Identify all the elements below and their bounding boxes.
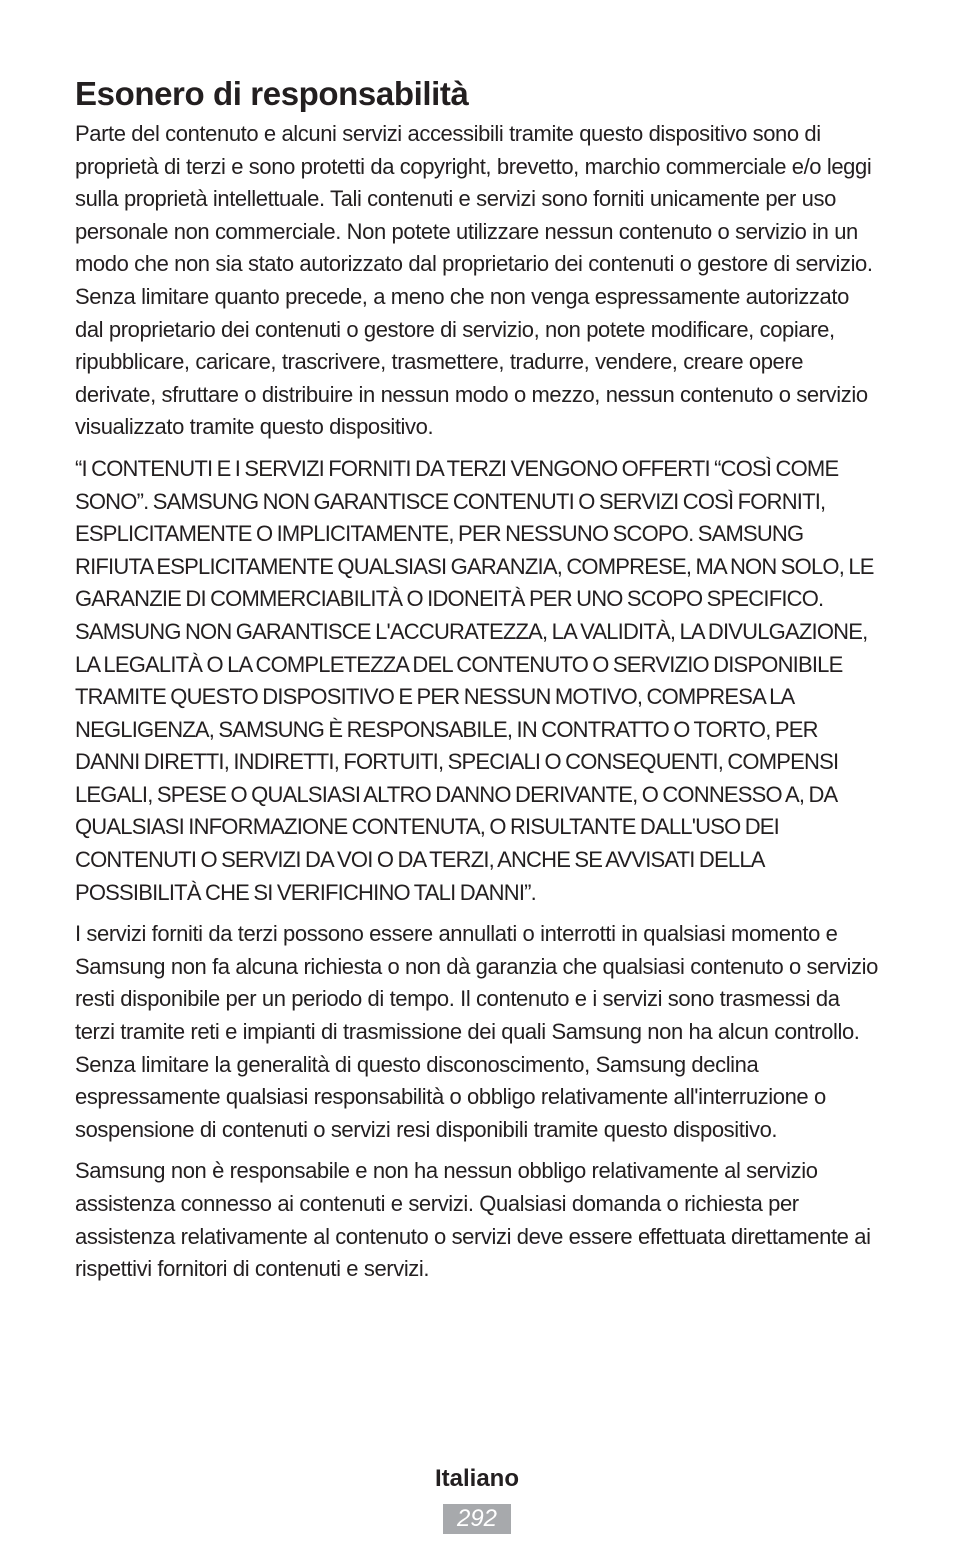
paragraph-support: Samsung non è responsabile e non ha nessun obbligo relativamente al servizio assistenza connesso ai contenuti e servizi. Qualsiasi domanda o richiesta per assistenza relativamente al contenuto o servizi deve essere effettuata direttamente ai rispettivi fornitori di contenuti e servizi. xyxy=(75,1158,871,1282)
paragraph-intro: Parte del contenuto e alcuni servizi accessibili tramite questo dispositivo sono di proprietà di terzi e sono protetti da copyright, brevetto, marchio commerciale e/o leggi sulla proprietà intellettuale. Tali contenuti e servizi sono forniti unicamente per uso personale non commerciale. Non potete utilizzare nessun contenuto o servizio in un modo che non sia stato autorizzato dal proprietario dei contenuti o gestore di servizio. Senza limitare quanto precede, a meno che non venga espressamente autorizzato dal proprietario dei contenuti o gestore di servizio, non potete modificare, copiare, ripubblicare, caricare, trascrivere, trasmettere, tradurre, vendere, creare opere derivate, sfruttare o distribuire in nessun modo o mezzo, nessun contenuto o servizio visualizzato tramite questo dispositivo. xyxy=(75,121,873,440)
footer-language: Italiano xyxy=(434,1465,519,1492)
document-body xyxy=(75,72,881,1295)
paragraph-third-party-services: I servizi forniti da terzi possono essere annullati o interrotti in qualsiasi momento e Samsung non fa alcuna richiesta o non dà garanzia che qualsiasi contenuto o servizio resti disponibile per un periodo di tempo. Il contenuto e i servizi sono trasmessi da terzi tramite reti e impianti di trasmissione dei quali Samsung non ha alcun controllo. Senza limitare la generalità di questo disconoscimento, Samsung declina espressamente qualsiasi responsabilità o obbligo relativamente all'interruzione o sospensione di contenuti o servizi resi disponibili tramite questo dispositivo. xyxy=(75,921,878,1142)
page-number-badge: 292 xyxy=(443,1504,511,1534)
footer-page-number-wrap xyxy=(0,1504,954,1534)
paragraph-disclaimer-caps: “I CONTENUTI E I SERVIZI FORNITI DA TERZI VENGONO OFFERTI “COSÌ COME SONO”. SAMSUNG NON GARANTISCE CONTENUTI O SERVIZI COSÌ FORNITI, ESPLICITAMENTE O IMPLICITAMENTE, PER NESSUNO SCOPO. SAMSUNG RIFIUTA ESPLICITAMENTE QUALSIASI GARANZIA, COMPRESE, MA NON SOLO, LE GARANZIE DI COMMERCIABILITÀ O IDONEITÀ PER UNO SCOPO SPECIFICO. SAMSUNG NON GARANTISCE L'ACCURATEZZA, LA VALIDITÀ, LA DIVULGAZIONE, LA LEGALITÀ O LA COMPLETEZZA DEL CONTENUTO O SERVIZIO DISPONIBILE TRAMITE QUESTO DISPOSITIVO E PER NESSUN MOTIVO, COMPRESA LA NEGLIGENZA, SAMSUNG È RESPONSABILE, IN CONTRATTO O TORTO, PER DANNI DIRETTI, INDIRETTI, FORTUITI, SPECIALI O CONSEQUENTI, COMPENSI LEGALI, SPESE O QUALSIASI ALTRO DANNO DERIVANTE, O CONNESSO A, DA QUALSIASI INFORMAZIONE CONTENUTA, O RISULTANTE DALL'USO DEI CONTENUTI O SERVIZI DA VOI O DA TERZI, ANCHE SE AVVISATI DELLA POSSIBILITÀ CHE SI VERIFICHINO TALI DANNI”. xyxy=(75,455,874,905)
page-title: Esonero di responsabilità xyxy=(75,75,469,112)
